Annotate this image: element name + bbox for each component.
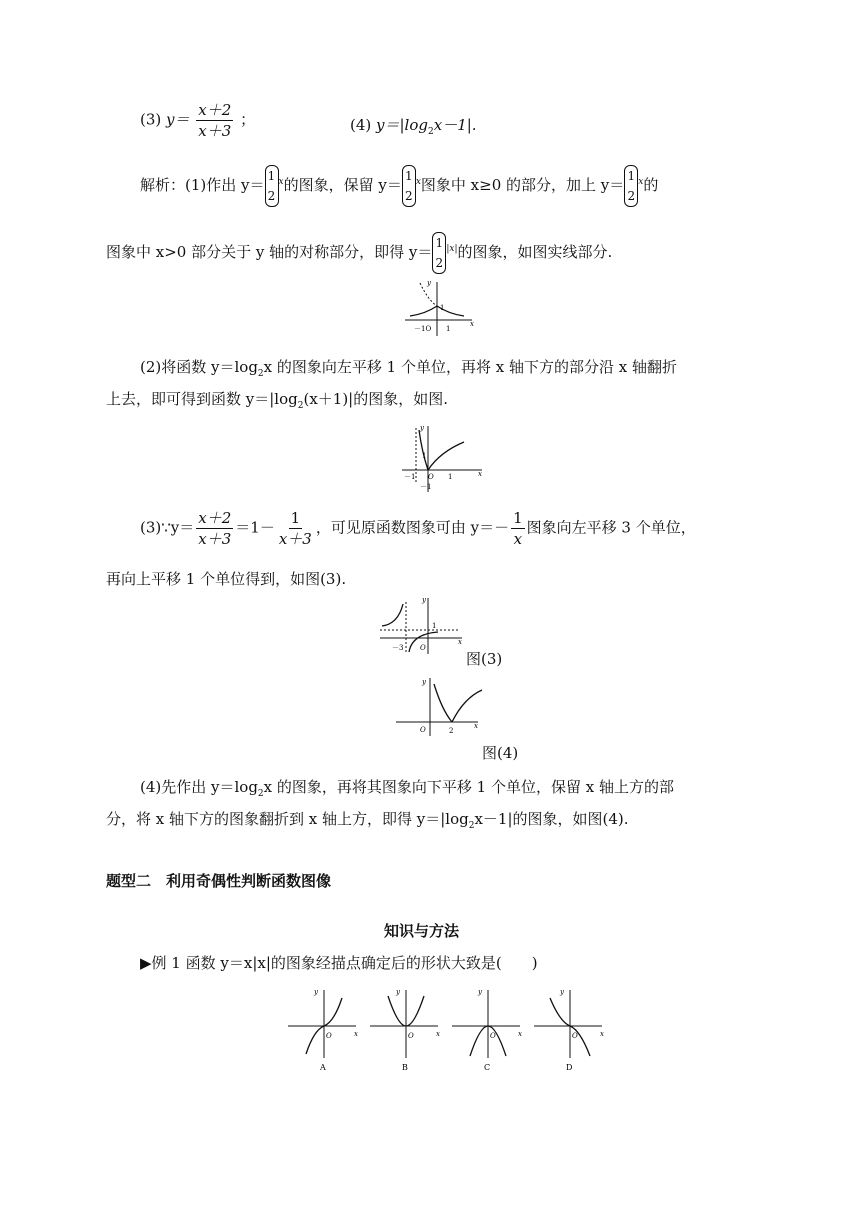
axis-y-label: y: [420, 424, 424, 432]
y-eq: y＝: [166, 110, 190, 129]
caption-4: 图(4): [482, 744, 519, 762]
tick-label: 1: [446, 325, 451, 333]
axis-y-label: y: [427, 279, 431, 287]
svg-text:O: O: [572, 1032, 578, 1040]
half-bracket: 1 2: [265, 165, 279, 207]
fraction: $\frac{x+2}{x+3}$: [198, 509, 232, 548]
tick-label: 1: [440, 304, 445, 312]
svg-text:x: x: [518, 1030, 522, 1038]
fraction: $\frac{1}{x+3}$: [278, 509, 312, 548]
f4-a: y＝|log: [376, 116, 428, 134]
exp: x: [278, 177, 284, 187]
part4-formula: [350, 114, 477, 137]
sol1-line2a: 图象中 x>0 部分关于 y 轴的对称部分，即得 y＝: [106, 243, 433, 261]
sub2: 2: [428, 127, 434, 137]
axis-x-label: x: [474, 722, 478, 730]
frac-den: x＋3: [198, 122, 232, 140]
svg-text:O: O: [490, 1032, 496, 1040]
sol3-d: 图象向左平移 3 个单位，: [526, 518, 696, 537]
sol1-b: 的图象，保留 y＝: [283, 176, 402, 194]
sol2-d: (x＋1)|的图象，如图.: [303, 390, 448, 408]
tick-label: 1: [432, 622, 437, 630]
semicolon: ；: [240, 110, 256, 129]
sol1-a: 解析：(1)作出 y＝: [140, 176, 265, 194]
tick-label: －1: [404, 473, 416, 481]
half-bracket: 1 2: [402, 165, 416, 207]
option-d-graph[interactable]: [530, 984, 610, 1074]
svg-text:y: y: [396, 988, 400, 996]
part4-label: (4): [350, 116, 372, 134]
section-title: 题型二 利用奇偶性判断函数图像: [106, 872, 332, 890]
option-c-graph[interactable]: [448, 984, 528, 1074]
sol1-line2b: 的图象，如图实线部分.: [457, 243, 613, 261]
half-bracket: 1 2: [624, 165, 638, 207]
option-a-graph[interactable]: [284, 984, 364, 1074]
solution4-line1: (4)先作出 $y=\log_2x$ 的图象，再将其图象向下平移 1 个单位，保留 x 轴上方的部: [140, 778, 674, 799]
sol4-d: x－1|的图象，如图(4).: [474, 810, 629, 828]
sol2-a: (2)将函数 y＝log: [140, 358, 258, 376]
option-label: A: [320, 1063, 326, 1072]
sol1-c: 图象中 x≥0 的部分，加上 y＝: [420, 176, 625, 194]
sol4-b: x 的图象，再将其图象向下平移 1 个单位，保留 x 轴上方的部: [263, 778, 674, 796]
axis-x-label: x: [470, 320, 474, 328]
subsection-title: 知识与方法: [384, 922, 460, 940]
part3-label: (3): [140, 110, 162, 129]
fraction: $\frac{1}{x}$: [513, 509, 523, 548]
svg-text:O: O: [408, 1032, 414, 1040]
sol3-c: ，可见原函数图象可由 y＝－: [315, 518, 510, 537]
svg-text:y: y: [478, 988, 482, 996]
exp: x: [415, 177, 421, 187]
origin-label: O: [428, 473, 434, 481]
problem-parts-line: [140, 100, 255, 141]
option-label: B: [402, 1063, 408, 1072]
graph-4: [394, 676, 484, 738]
sol2-b: x 的图象向左平移 1 个单位，再将 x 轴下方的部分沿 x 轴翻折: [263, 358, 677, 376]
solution2-line2: 上去，即可得到函数 $y=|\log_2(x+1)|$的图象，如图.: [106, 390, 448, 411]
solution1-line2: [106, 232, 612, 274]
exp: x: [638, 177, 644, 187]
axis-x-label: x: [458, 638, 462, 646]
frac-num: x＋2: [198, 101, 232, 119]
tick-label: －3: [392, 644, 404, 652]
option-graphs: [284, 984, 614, 1074]
sol3-b: ＝1－: [235, 518, 275, 537]
sol3-a: (3)∵y＝: [140, 518, 195, 537]
option-label: D: [566, 1063, 573, 1072]
solution2-line1: (2)将函数 $y=\log_2x$ 的图象向左平移 1 个单位，再将 x 轴下方的部分沿 x 轴翻折: [140, 358, 677, 379]
axis-x-label: x: [478, 470, 482, 478]
tick-label: －1: [420, 483, 432, 491]
tick-label: 2: [449, 727, 454, 735]
caption-3: 图(3): [466, 650, 503, 668]
origin-label: O: [420, 726, 426, 734]
option-b-graph[interactable]: [366, 984, 446, 1074]
exp-abs: |x|: [446, 244, 458, 254]
fraction-3: [196, 100, 233, 141]
graph-2: [400, 422, 490, 494]
svg-text:O: O: [326, 1032, 332, 1040]
solution4-line2: 分，将 x 轴下方的图象翻折到 x 轴上方，即得 $y=|\log_2x-1|$的图象，如图(4).: [106, 810, 629, 831]
origin-label: O: [420, 644, 426, 652]
tick-label: －1O: [414, 325, 432, 333]
solution1-line1: [140, 165, 658, 207]
svg-text:x: x: [436, 1030, 440, 1038]
sol4-a: (4)先作出 y＝log: [140, 778, 258, 796]
tick-label: 1: [448, 473, 453, 481]
sol1-d: 的: [643, 176, 659, 194]
svg-text:x: x: [354, 1030, 358, 1038]
svg-text:y: y: [560, 988, 564, 996]
svg-text:y: y: [314, 988, 318, 996]
sol2-c: 上去，即可得到函数 y＝|log: [106, 390, 298, 408]
graph-1: [400, 278, 480, 340]
tick-label: 1: [422, 452, 427, 460]
svg-text:x: x: [600, 1030, 604, 1038]
sol4-c: 分，将 x 轴下方的图象翻折到 x 轴上方，即得 y＝|log: [106, 810, 469, 828]
half-bracket: 1 2: [432, 232, 446, 274]
graph-3: [378, 596, 468, 656]
example-1: ▶例 1 函数 y＝x|x|的图象经描点确定后的形状大致是( ): [140, 954, 538, 972]
axis-y-label: y: [422, 596, 426, 604]
solution3-line2: 再向上平移 1 个单位得到，如图(3).: [106, 570, 347, 588]
f4-b: x－1|.: [433, 116, 477, 134]
option-label: C: [484, 1063, 491, 1072]
solution3-line1: [140, 508, 696, 549]
axis-y-label: y: [422, 678, 426, 686]
